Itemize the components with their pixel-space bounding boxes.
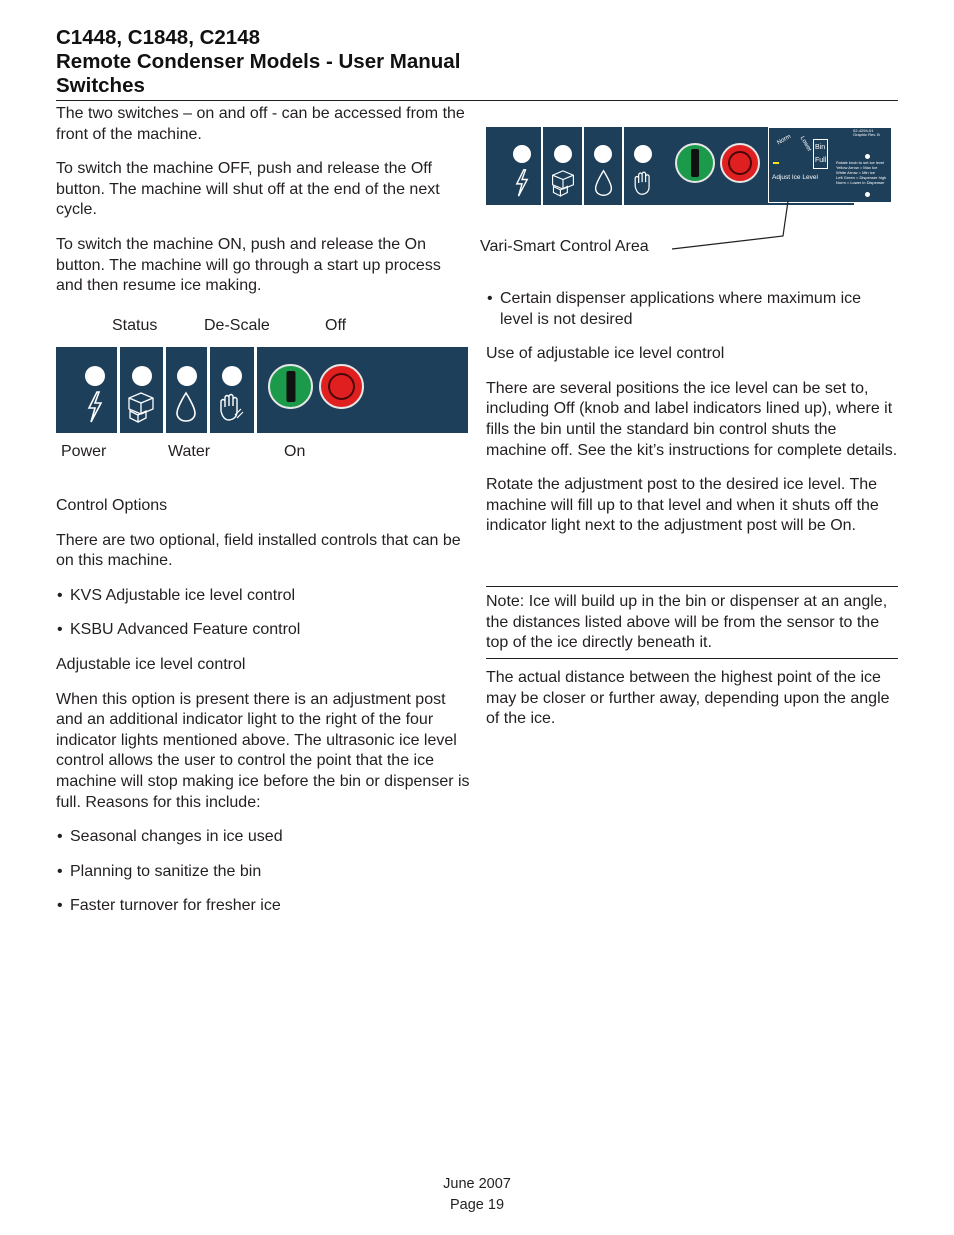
panel-divider [582,127,584,205]
note-top-rule [486,586,898,587]
paragraph: When this option is present there is an adjustment post and an additional indicator light to the right of the four indicator lights mentioned above. The ultrasonic ice level control allows the user to control the point that the ice machine will stop making ice before the bin or dispenser is full. Reasons for this include: [56,690,470,811]
paragraph: There are several positions the ice level can be set to, including Off (knob and label indicators lined up), where it fills the bin until the standard bin control shuts the machine off. See the kit’s instructions for complete details. [486,379,898,459]
water-indicator-light [594,145,612,163]
control-options-section [56,496,471,917]
instruction-line: Left Green = Dispenser high [836,175,887,180]
page-header [56,26,898,98]
off-button[interactable] [319,364,364,409]
water-drop-icon [593,169,614,197]
list-item: • Certain dispenser applications where maximum ice level is not desired [487,290,862,328]
bin-full-indicator-light [865,154,870,159]
panel-divider [163,347,166,433]
lightning-icon [84,391,106,423]
status-indicator-light [132,366,152,386]
vari-smart-control-area [768,127,892,203]
adjustable-ice-level-section [486,289,898,537]
bin-full-label-box [813,139,828,169]
paragraph: To switch the machine OFF, push and release the Off button. The machine will shut off at the end of the next cycle. [56,160,440,219]
part-number: 02-4294-01 [853,128,874,133]
panel-divider [541,127,543,205]
status-indicator-light [554,145,572,163]
descale-hand-icon [215,391,245,423]
panel-divider [622,127,624,205]
norm-label: Norm [776,133,793,147]
instruction-line: Rotate knob to set ice level [836,160,885,165]
power-indicator-light [513,145,531,163]
instruction-line: White Arrow = Min Ice [836,170,876,175]
list-item: • KSBU Advanced Feature control [57,621,301,639]
status-label: Status [112,317,158,334]
ice-cubes-icon [550,169,576,197]
on-button[interactable] [268,364,313,409]
list-item: • KVS Adjustable ice level control [57,586,296,604]
page-number: Page 19 [449,1197,505,1213]
paragraph: The two switches – on and off - can be accessed from the front of the machine. [56,105,465,143]
off-button[interactable] [720,143,760,183]
descale-hand-icon [630,169,656,197]
paragraph: Rotate the adjustment post to the desired ice level. The machine will fill up to that level and when it shuts off the indicator light next to the adjustment post will be On. [486,476,879,535]
section-title: Switches [56,74,145,97]
manual-title: Remote Condenser Models - User Manual [56,50,461,73]
descale-indicator-light [222,366,242,386]
descale-label: De-Scale [204,317,270,334]
ice-cubes-icon [126,391,156,423]
lightning-icon [512,169,532,197]
on-label: On [284,443,306,460]
control-options-heading: Control Options [56,497,168,514]
model-title: C1448, C1848, C2148 [56,26,261,49]
instruction-line: Yellow Arrow = Max Ice [836,165,878,170]
list-item: • Planning to sanitize the bin [57,862,262,880]
max-ice-arrow [773,162,779,164]
water-drop-icon [174,391,198,423]
power-indicator-light [85,366,105,386]
full-label: Full [815,157,827,164]
control-panel [56,347,468,433]
off-label: Off [325,317,347,334]
water-label: Water [168,443,211,460]
callout-line [660,198,800,254]
power-label: Power [61,443,107,460]
footer-date: June 2007 [443,1176,511,1192]
header-divider [56,100,898,101]
footer [0,1174,954,1216]
panel-divider [207,347,210,433]
list-item: • Seasonal changes in ice used [57,828,283,846]
paragraph: There are two optional, field installed controls that can be on this machine. [56,531,461,570]
adjust-ice-level-label[interactable]: Adjust Ice Level [772,174,818,181]
on-button[interactable] [675,143,715,183]
note-bottom-rule [486,658,898,659]
lower-label: Lower [798,135,813,153]
paragraph: To switch the machine ON, push and release the On button. The machine will go through a start up process and then resume ice making. [56,235,441,295]
bin-label: Bin [815,144,826,151]
note: Note: Ice will build up in the bin or dispenser at an angle, the distances listed above will be from the sensor to the top of the ice directly beneath it. [486,593,888,652]
use-heading: Use of adjustable ice level control [486,345,725,363]
descale-indicator-light [634,145,652,163]
panel-divider [117,347,120,433]
instruction-line: Norm = Lower in Dispenser [836,180,885,185]
paragraph: The actual distance between the highest point of the ice may be closer or further away, depending upon the angle of the ice. [486,669,890,728]
graphic-revision: Graphic Rev. B [853,132,880,137]
ice-level-indicator-light [865,192,870,197]
switches-intro [56,104,471,297]
water-indicator-light [177,366,197,386]
vari-smart-label: Vari-Smart Control Area [480,238,649,255]
adjustable-heading: Adjustable ice level control [56,655,246,673]
panel-divider [254,347,257,433]
list-item: • Faster turnover for fresher ice [57,897,281,915]
